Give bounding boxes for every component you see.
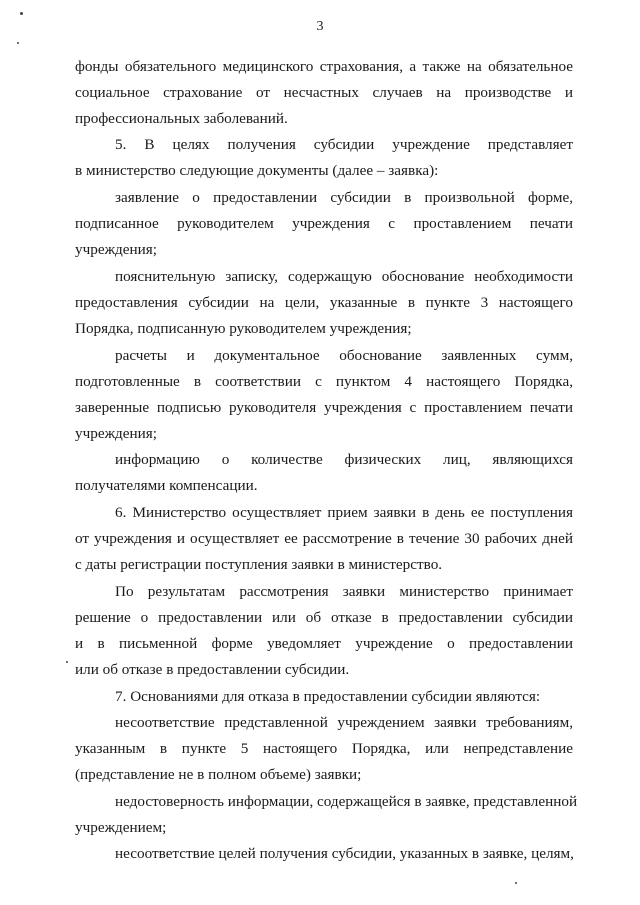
text-line: получателями компенсации. [75, 477, 258, 494]
scan-speck [20, 12, 23, 15]
text-line: недостоверность информации, содержащейся в заявке, представленной [115, 793, 578, 810]
scan-speck [66, 661, 68, 663]
text-line: решение о предоставлении или об отказе в предоставлении субсидии [75, 609, 573, 626]
text-line: от учреждения и осуществляет ее рассмотрение в течение 30 рабочих дней [75, 530, 573, 547]
page-number: 3 [316, 19, 324, 34]
text-line: учреждения; [75, 241, 157, 258]
text-line: указанным в пункте 5 настоящего Порядка, или непредставление [75, 740, 573, 757]
text-line: 6. Министерство осуществляет прием заявки в день ее поступления [115, 504, 573, 521]
text-line: учреждения; [75, 425, 157, 442]
scan-speck [515, 882, 517, 884]
text-line: заявление о предоставлении субсидии в произвольной форме, [115, 189, 573, 206]
text-line: подписанное руководителем учреждения с проставлением печати [75, 215, 573, 232]
text-line: несоответствие целей получения субсидии, указанных в заявке, целям, [115, 845, 574, 862]
text-line: подготовленные в соответствии с пунктом 4 настоящего Порядка, [75, 373, 573, 390]
text-line: социальное страхование от несчастных случаев на производстве и [75, 84, 573, 101]
text-line: 7. Основаниями для отказа в предоставлении субсидии являются: [115, 688, 541, 705]
text-line: Порядка, подписанную руководителем учреждения; [75, 320, 412, 337]
text-line: в министерство следующие документы (далее – заявка): [75, 162, 439, 179]
text-line: учреждением; [75, 819, 167, 836]
text-line: предоставления субсидии на цели, указанные в пункте 3 настоящего [75, 294, 573, 311]
text-line: с даты регистрации поступления заявки в министерство. [75, 556, 443, 573]
text-line: информацию о количестве физических лиц, являющихся [115, 451, 573, 468]
text-line: или об отказе в предоставлении субсидии. [75, 661, 350, 678]
scan-speck [17, 42, 19, 44]
text-line: и в письменной форме уведомляет учреждение о предоставлении [75, 635, 573, 652]
text-line: расчеты и документальное обоснование заявленных сумм, [115, 347, 573, 364]
text-line: 5. В целях получения субсидии учреждение представляет [115, 136, 573, 153]
text-line: несоответствие представленной учреждением заявки требованиям, [115, 714, 573, 731]
text-line: (представление не в полном объеме) заявки; [75, 766, 362, 783]
text-line: профессиональных заболеваний. [75, 110, 288, 127]
text-line: По результатам рассмотрения заявки министерство принимает [115, 583, 573, 600]
text-line: заверенные подписью руководителя учреждения с проставлением печати [75, 399, 573, 416]
text-line: пояснительную записку, содержащую обоснование необходимости [115, 268, 573, 285]
text-line: фонды обязательного медицинского страхования, а также на обязательное [75, 58, 573, 75]
